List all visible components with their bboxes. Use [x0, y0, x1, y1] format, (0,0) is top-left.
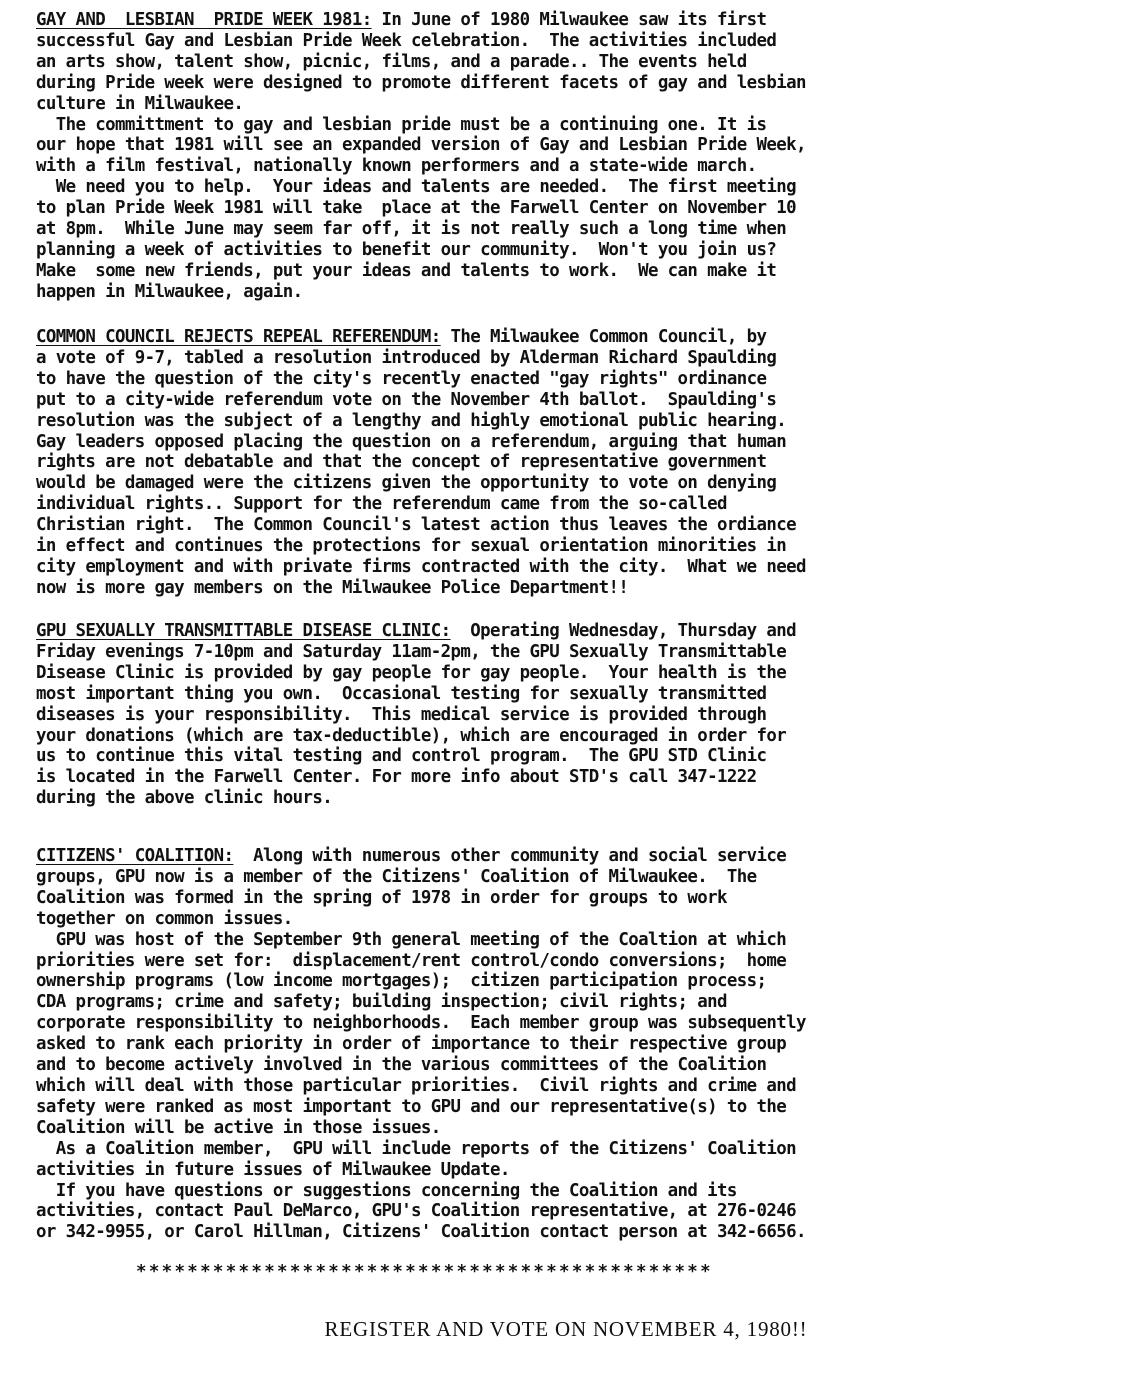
body-line: resolution was the subject of a lengthy and highly emotional public hearing. [36, 410, 787, 431]
body-line: asked to rank each priority in order of importance to their respective group [36, 1034, 787, 1055]
citizens-coalition-article [36, 846, 1100, 1243]
body-line: planning a week of activities to benefit our community. Won't you join us? [36, 239, 777, 260]
body-line: safety were ranked as most important to GPU and our representative(s) to the [36, 1096, 787, 1117]
body-line: in effect and continues the protections for sexual orientation minorities in [36, 536, 787, 557]
std-clinic-article [36, 621, 1100, 809]
body-line: If you have questions or suggestions concerning the Coalition and its [36, 1180, 737, 1201]
body-line: to have the question of the city's recently enacted "gay rights" ordinance [36, 368, 767, 389]
body-line: culture in Milwaukee. [36, 93, 244, 114]
body-line: to plan Pride Week 1981 will take place at the Farwell Center on November 10 [36, 198, 796, 219]
body-line: Coalition was formed in the spring of 1978 in order for groups to work [36, 887, 727, 908]
body-line: at 8pm. While June may seem far off, it is not really such a long time when [36, 219, 787, 240]
pride-week-article [36, 10, 1100, 303]
body-line: your donations (which are tax-deductible), which are encouraged in order for [36, 725, 787, 746]
body-line: Gay leaders opposed placing the question on a referendum, arguing that human [36, 431, 787, 452]
body-line: Make some new friends, put your ideas and talents to work. We can make it [36, 260, 777, 281]
article-first-line: CITIZENS' COALITION: Along with numerous other community and social service [36, 846, 787, 866]
article-first-line: GPU SEXUALLY TRANSMITTABLE DISEASE CLINIC: Operating Wednesday, Thursday and [36, 621, 796, 641]
body-line: us to continue this vital testing and control program. The GPU STD Clinic [36, 746, 767, 767]
body-line: during Pride week were designed to promote different facets of gay and lesbian [36, 72, 806, 93]
article-heading: GPU SEXUALLY TRANSMITTABLE DISEASE CLINIC: [36, 621, 451, 641]
asterisk-separator: ********************************************* [136, 1262, 713, 1282]
body-line: Coalition will be active in those issues. [36, 1117, 441, 1138]
body-line: city employment and with private firms contracted with the city. What we need [36, 556, 806, 577]
body-line: is located in the Farwell Center. For more info about STD's call 347-1222 [36, 767, 757, 788]
body-line: put to a city-wide referendum vote on the November 4th ballot. Spaulding's [36, 389, 777, 410]
body-line: priorities were set for: displacement/rent control/condo conversions; home [36, 950, 787, 971]
body-line: happen in Milwaukee, again. [36, 281, 303, 302]
body-line: an arts show, talent show, picnic, films, and a parade.. The events held [36, 51, 747, 72]
body-line: which will deal with those particular priorities. Civil rights and crime and [36, 1075, 796, 1096]
body-line: Christian right. The Common Council's latest action thus leaves the ordiance [36, 515, 796, 536]
article-heading: GAY AND LESBIAN PRIDE WEEK 1981: [36, 10, 372, 30]
article-first-line: GAY AND LESBIAN PRIDE WEEK 1981: In June of 1980 Milwaukee saw its first [36, 10, 767, 30]
body-line: together on common issues. [36, 908, 293, 929]
article-first-line: COMMON COUNCIL REJECTS REPEAL REFERENDUM: The Milwaukee Common Council, by [36, 327, 767, 347]
body-line: rights are not debatable and that the concept of representative government [36, 452, 767, 473]
body-line: or 342-9955, or Carol Hillman, Citizens' Coalition contact person at 342-6656. [36, 1222, 806, 1243]
body-line: Disease Clinic is provided by gay people for gay people. Your health is the [36, 662, 787, 683]
body-line: diseases is your responsibility. This medical service is provided through [36, 704, 767, 725]
body-line: successful Gay and Lesbian Pride Week celebration. The activities included [36, 30, 777, 51]
body-line: The committment to gay and lesbian pride must be a continuing one. It is [36, 114, 767, 135]
body-line: our hope that 1981 will see an expanded version of Gay and Lesbian Pride Week, [36, 135, 806, 156]
article-heading: COMMON COUNCIL REJECTS REPEAL REFERENDUM: [36, 327, 441, 347]
common-council-article [36, 327, 1100, 599]
body-line: ownership programs (low income mortgages); citizen participation process; [36, 971, 767, 992]
body-line: with a film festival, nationally known performers and a state-wide march. [36, 156, 757, 177]
body-line: individual rights.. Support for the referendum came from the so-called [36, 494, 727, 515]
body-line: activities, contact Paul DeMarco, GPU's Coalition representative, at 276-0246 [36, 1201, 796, 1222]
body-line: most important thing you own. Occasional testing for sexually transmitted [36, 683, 767, 704]
body-line: during the above clinic hours. [36, 788, 333, 809]
register-vote-footer: REGISTER AND VOTE ON NOVEMBER 4, 1980!! [324, 1317, 808, 1341]
body-line: corporate responsibility to neighborhoods. Each member group was subsequently [36, 1013, 806, 1034]
body-line: GPU was host of the September 9th general meeting of the Coaltion at which [36, 929, 787, 950]
body-line: activities in future issues of Milwaukee Update. [36, 1159, 510, 1180]
body-line: As a Coalition member, GPU will include reports of the Citizens' Coalition [36, 1138, 796, 1159]
article-heading: CITIZENS' COALITION: [36, 846, 234, 866]
body-line: groups, GPU now is a member of the Citizens' Coalition of Milwaukee. The [36, 866, 757, 887]
body-line: would be damaged were the citizens given the opportunity to vote on denying [36, 473, 777, 494]
body-line: Friday evenings 7-10pm and Saturday 11am-2pm, the GPU Sexually Transmittable [36, 641, 787, 662]
body-line: now is more gay members on the Milwaukee Police Department!! [36, 577, 629, 598]
body-line: a vote of 9-7, tabled a resolution introduced by Alderman Richard Spaulding [36, 347, 777, 368]
body-line: CDA programs; crime and safety; building inspection; civil rights; and [36, 992, 727, 1013]
body-line: We need you to help. Your ideas and talents are needed. The first meeting [36, 177, 796, 198]
body-line: and to become actively involved in the various committees of the Coalition [36, 1055, 767, 1076]
